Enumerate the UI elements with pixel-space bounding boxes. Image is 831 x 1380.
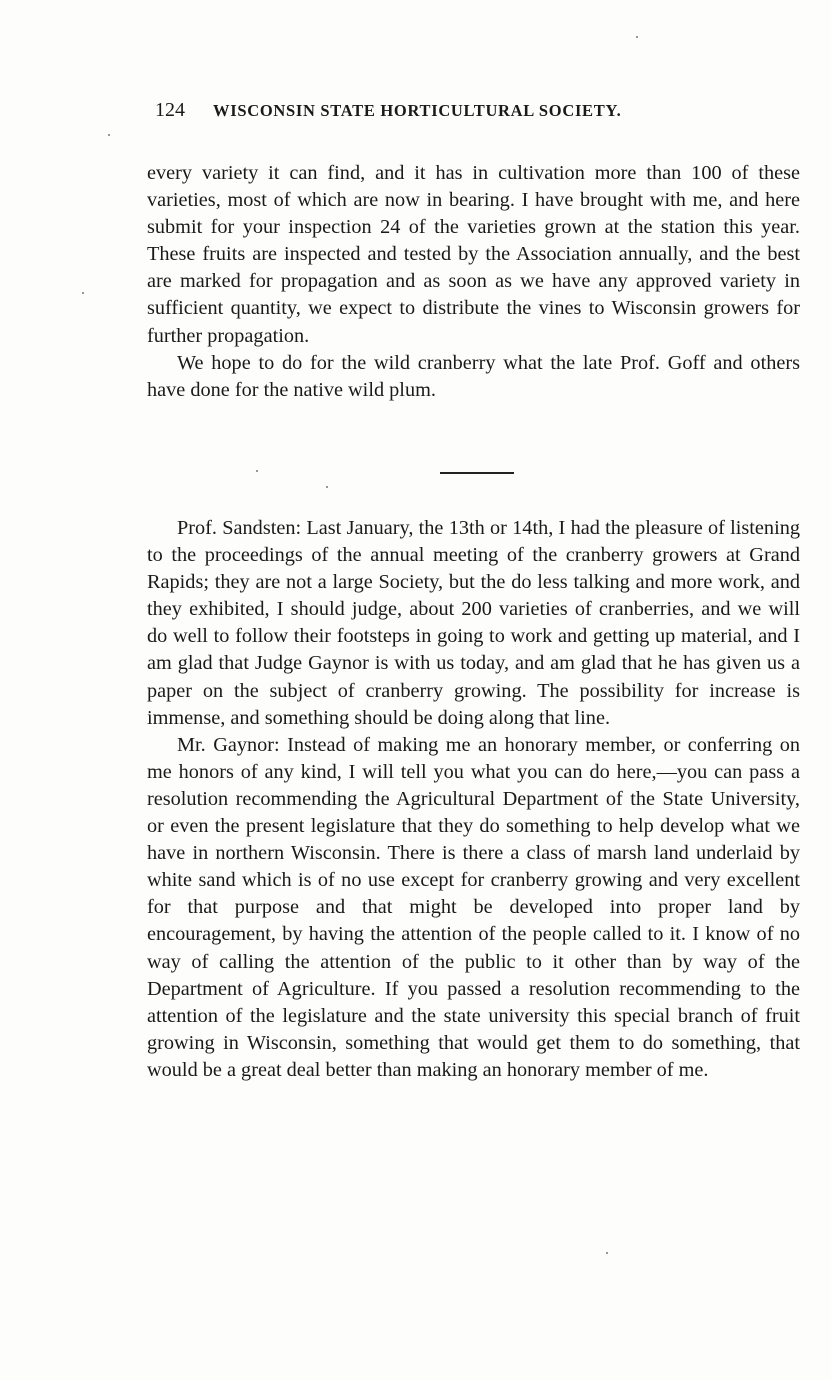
scan-speck	[82, 292, 84, 294]
scan-speck	[326, 486, 328, 488]
running-header-title: WISCONSIN STATE HORTICULTURAL SOCIETY.	[213, 101, 622, 120]
scan-speck	[108, 134, 110, 136]
paragraph-continued: every variety it can find, and it has in cultivation more than 100 of these varieties, most of which are now in bearing. I have brought with me, and here submit for your inspection 24 of the varieties grown at the station this year. These fruits are inspected and tested by the Association annually, and the best are marked for propagation and as soon as we have any approved variety in sufficient quantity, we expect to distribute the vines to Wisconsin growers for further propagation.	[147, 162, 800, 347]
paragraph-mr-gaynor: Mr. Gaynor: Instead of making me an honorary member, or conferring on me honors of any kind, I will tell you what you can do here,—you can pass a resolution recommending the Agricultural Department of the State University, or even the present legislature that they do something to help develop what we have in northern Wisconsin. There is there a class of marsh land underlaid by white sand which is of no use except for cranberry growing and very excellent for that purpose and that might be developed into proper land by encouragement, by having the attention of the people called to it. I know of no way of calling the attention of the public to it other than by way of the Department of Agriculture. If you passed a resolution recommending to the attention of the legislature and the state university this special branch of fruit growing in Wisconsin, something that would get them to do something, that would be a great deal better than making an honorary member of me.	[147, 733, 800, 1081]
text-section-discussion	[147, 515, 800, 1084]
running-header	[155, 99, 800, 129]
paragraph-wild-cranberry: We hope to do for the wild cranberry what the late Prof. Goff and others have done for the native wild plum.	[147, 351, 800, 401]
paragraph-prof-sandsten: Prof. Sandsten: Last January, the 13th or 14th, I had the pleasure of listening to the proceedings of the annual meeting of the cranberry growers at Grand Rapids; they are not a large Society, but the do less talking and more work, and they exhibited, I should judge, about 200 varieties of cranberries, and we will do well to follow their footsteps in going to work and getting up material, and I am glad that Judge Gaynor is with us today, and am glad that he has given us a paper on the subject of cranberry growing. The possibility for increase is immense, and something should be doing along that line.	[147, 517, 800, 729]
scan-speck	[606, 1252, 608, 1254]
section-divider-rule	[440, 472, 514, 474]
scan-speck	[256, 470, 258, 472]
page-number: 124	[155, 99, 185, 121]
text-section-continued	[147, 160, 800, 404]
scan-speck	[636, 36, 638, 38]
